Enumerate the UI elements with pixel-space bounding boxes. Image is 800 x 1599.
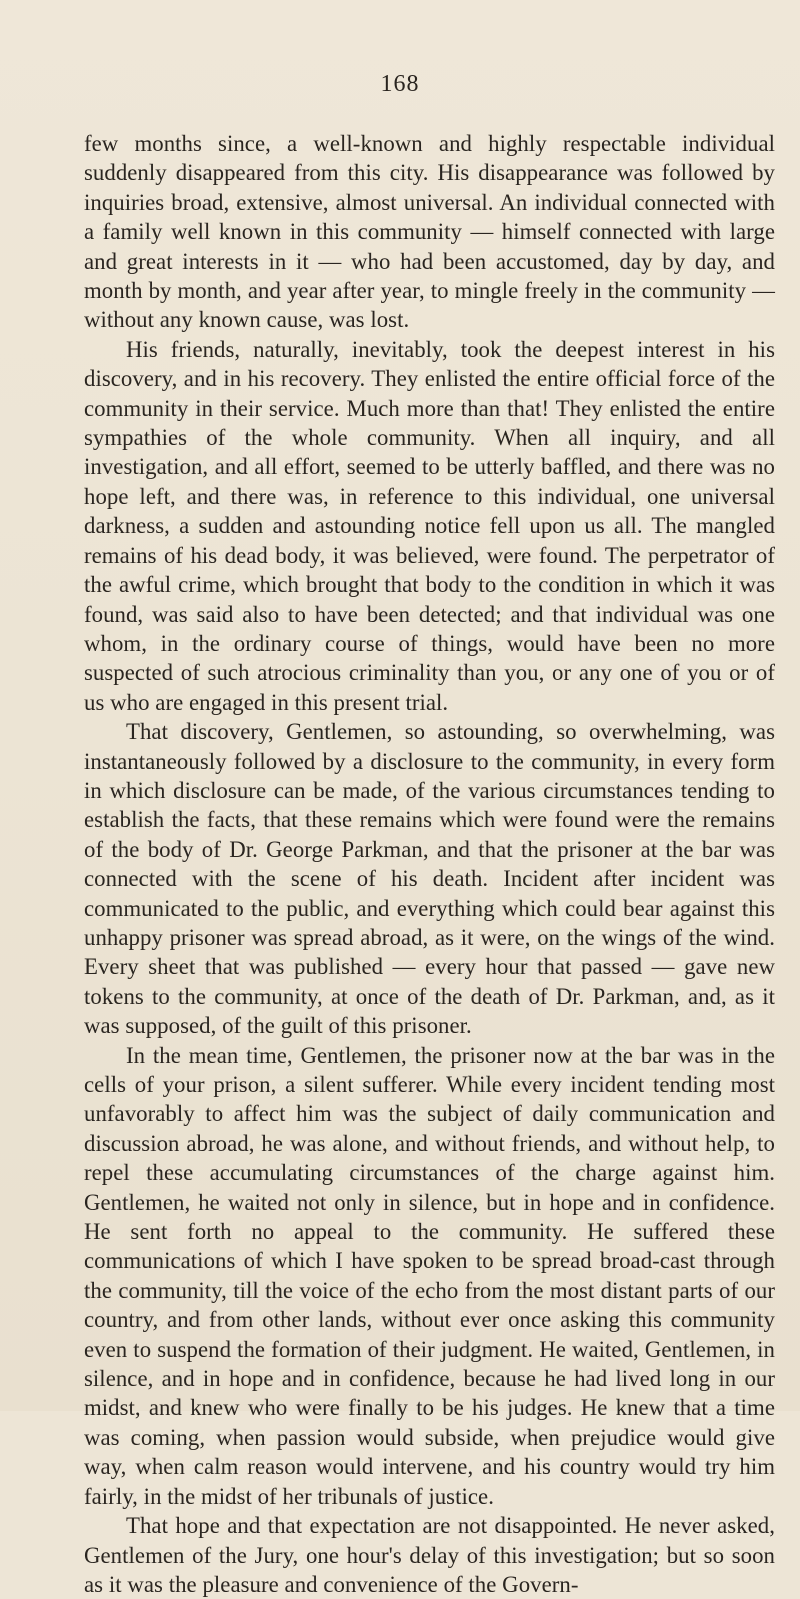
paragraph-3: That discovery, Gentlemen, so astounding, so overwhelming, was instantaneously followed by a disclosure to the community, in every form in which disclosure can be made, of the various circumstances tending to establish the facts, that these remains which were found were the remains of the body of Dr. George Parkman, and that the prisoner at the bar was connected with the scene of his death. Incident after incident was communicated to the public, and everything which could bear against this unhappy prisoner was spread abroad, as it were, on the wings of the wind. Every sheet that was published — every hour that passed — gave new tokens to the community, at once of the death of Dr. Parkman, and, as it was supposed, of the guilt of this prisoner. [84,719,775,1039]
paragraph-2: His friends, naturally, inevitably, took the deepest interest in his discovery, and in his recovery. They enlisted the entire official force of the community in their service. Much more than that! They enlisted the entire sympathies of the whole community. When all inquiry, and all investigation, and all effort, seemed to be utterly baffled, and there was no hope left, and there was, in reference to this individual, one universal darkness, a sudden and astounding notice fell upon us all. The mangled remains of his dead body, it was believed, were found. The perpetrator of the awful crime, which brought that body to the condition in which it was found, was said also to have been detected; and that individual was one whom, in the ordinary course of things, would have been no more suspected of such atrocious criminality than you, or any one of you or of us who are engaged in this present trial. [84,336,775,715]
paragraph-5: That hope and that expectation are not disappointed. He never asked, Gentlemen of the Jury, one hour's delay of this investigation; but so soon as it was the pleasure and convenience of the Govern- [84,1513,775,1597]
page-number: 168 [380,71,420,97]
paragraph-4: In the mean time, Gentlemen, the prisoner now at the bar was in the cells of your prison, a silent sufferer. While every incident tending most unfavorably to affect him was the subject of daily communication and discussion abroad, he was alone, and without friends, and without help, to repel these accumulating circumstances of the charge against him. Gentlemen, he waited not only in silence, but in hope and in confidence. He sent forth no appeal to the community. He suffered these communications of which I have spoken to be spread broad-cast through the community, till the voice of the echo from the most distant parts of our country, and from other lands, without ever once asking this community even to suspend the formation of their judgment. He waited, Gentlemen, in silence, and in hope and in confidence, because he had lived long in our midst, and knew who were finally to be his judges. He knew that a time was coming, when passion would subside, when prejudice would give way, when calm reason would intervene, and his country would try him fairly, in the midst of her tribunals of justice. [84,1042,775,1509]
paragraph-1: few months since, a well-known and highly respectable individual suddenly disappeared from this city. His disappearance was followed by inquiries broad, extensive, almost universal. An individual connected with a family well known in this community — himself connected with large and great interests in it — who had been accustomed, day by day, and month by month, and year after year, to mingle freely in the community — without any known cause, was lost. [84,131,775,333]
body-text [84,129,775,1599]
